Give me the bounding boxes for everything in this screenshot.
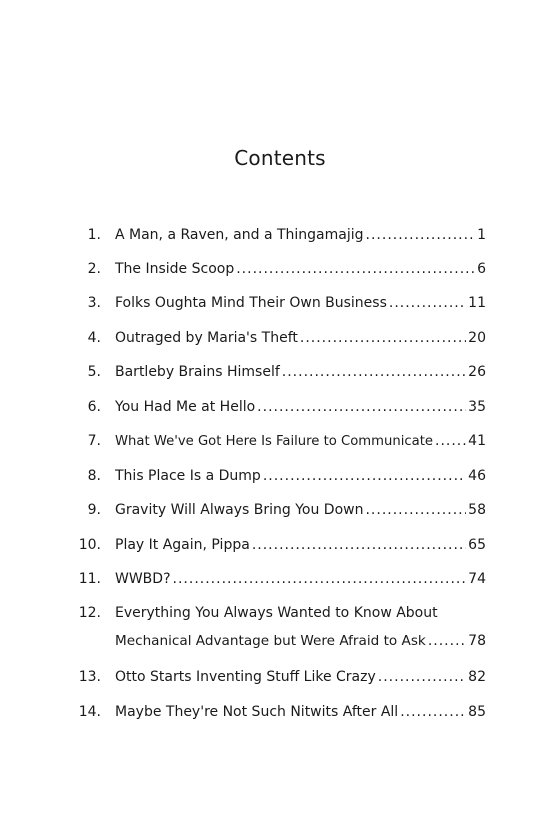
chapter-title: Mechanical Advantage but Were Afraid to Ask — [115, 633, 426, 649]
page-number: 58 — [468, 502, 486, 518]
dot-leader — [282, 362, 466, 382]
page-number: 65 — [468, 537, 486, 553]
chapter-number: 8. — [87, 468, 101, 484]
chapter-title: You Had Me at Hello — [115, 399, 256, 415]
dot-leader — [365, 500, 466, 520]
page-number: 11 — [468, 295, 486, 311]
dot-leader — [435, 431, 466, 451]
page-number: 85 — [468, 704, 486, 720]
dot-leader — [257, 397, 466, 417]
chapter-title: The Inside Scoop — [115, 261, 235, 277]
chapter-number: 14. — [78, 704, 101, 720]
page-number: 78 — [468, 633, 486, 649]
chapter-number: 5. — [87, 364, 101, 380]
chapter-number: 2. — [87, 261, 101, 277]
dot-leader — [428, 631, 466, 651]
chapter-number: 1. — [87, 227, 101, 243]
dot-leader — [300, 328, 466, 348]
dot-leader — [378, 667, 466, 687]
dot-leader — [366, 225, 476, 245]
chapter-number: 12. — [78, 605, 101, 621]
page-number: 20 — [468, 330, 486, 346]
chapter-title: WWBD? — [115, 571, 171, 587]
page-title: Contents — [234, 146, 326, 170]
chapter-title: What We've Got Here Is Failure to Communicate — [115, 434, 433, 449]
dot-leader — [400, 702, 466, 722]
page-number: 6 — [477, 261, 486, 277]
chapter-title-line-1: Everything You Always Wanted to Know About — [115, 605, 438, 621]
chapter-number: 9. — [87, 502, 101, 518]
page-number: 1 — [477, 227, 486, 243]
chapter-title: Gravity Will Always Bring You Down — [115, 502, 364, 518]
chapter-title: This Place Is a Dump — [115, 468, 261, 484]
page-number: 74 — [468, 571, 486, 587]
chapter-number: 3. — [87, 295, 101, 311]
dot-leader — [263, 466, 466, 486]
chapter-title: Bartleby Brains Himself — [115, 364, 280, 380]
chapter-number: 13. — [78, 669, 101, 685]
chapter-title: Folks Oughta Mind Their Own Business — [115, 295, 387, 311]
chapter-number: 4. — [87, 330, 101, 346]
chapter-title: Maybe They're Not Such Nitwits After All — [115, 704, 399, 720]
dot-leader — [252, 535, 466, 555]
page-number: 41 — [468, 433, 486, 449]
dot-leader — [236, 259, 475, 279]
chapter-number: 11. — [78, 571, 101, 587]
chapter-title: Otto Starts Inventing Stuff Like Crazy — [115, 669, 376, 685]
chapter-title: Outraged by Maria's Theft — [115, 330, 298, 346]
page-number: 26 — [468, 364, 486, 380]
chapter-title: Play It Again, Pippa — [115, 537, 250, 553]
dot-leader — [389, 293, 466, 313]
chapter-title: A Man, a Raven, and a Thingamajig — [115, 227, 364, 243]
dot-leader — [173, 569, 467, 589]
page-number: 82 — [468, 669, 486, 685]
page-number: 35 — [468, 399, 486, 415]
chapter-number: 10. — [78, 537, 101, 553]
chapter-number: 7. — [87, 433, 101, 449]
chapter-number: 6. — [87, 399, 101, 415]
page-number: 46 — [468, 468, 486, 484]
